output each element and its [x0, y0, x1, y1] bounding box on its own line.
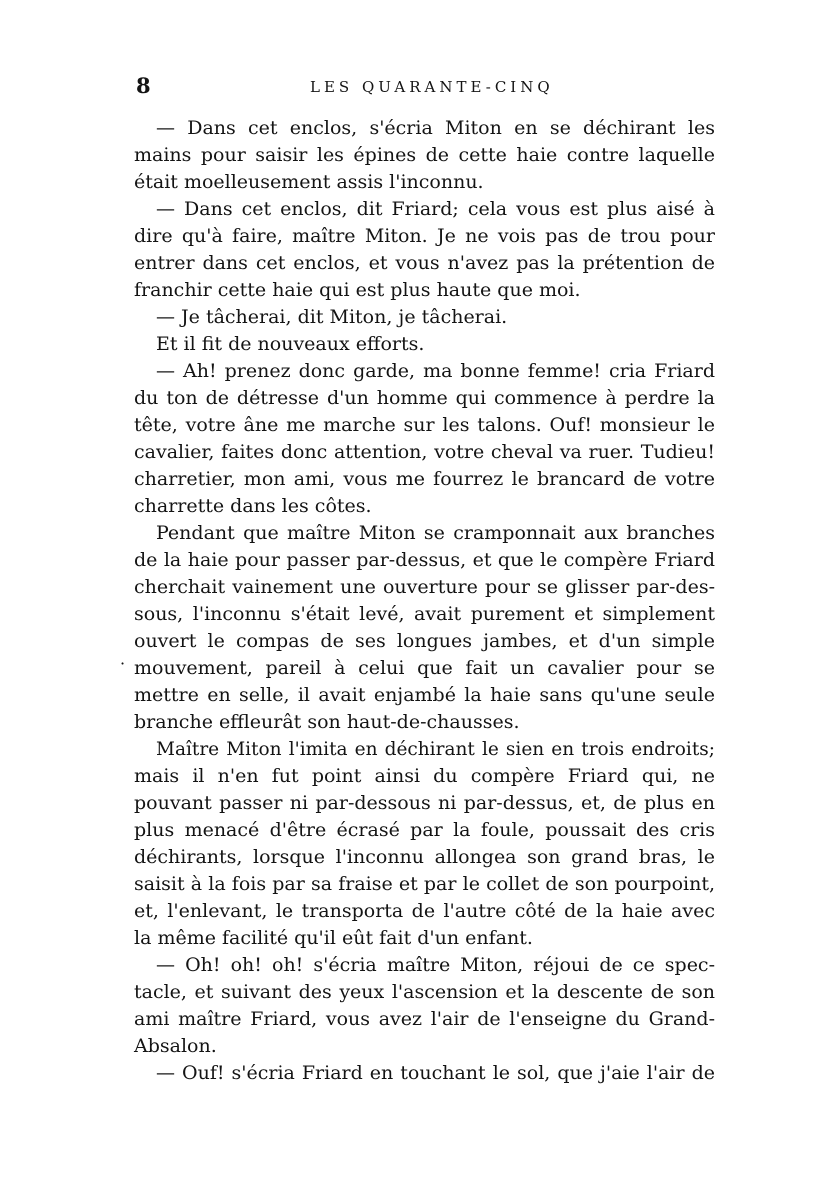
text-line: mais il n'en fut point ainsi du compère Friard qui, ne [134, 765, 715, 787]
text-line: Et il fit de nouveaux efforts. [156, 333, 425, 355]
text-line: déchirants, lorsque l'inconnu allongea son grand bras, le [134, 846, 715, 868]
text-line: mains pour saisir les épines de cette haie contre laquelle [134, 144, 715, 166]
text-line: la même facilité qu'il eût fait d'un enfant. [134, 927, 533, 949]
text-line: Maître Miton l'imita en déchirant le sien en trois endroits; [156, 739, 715, 760]
text-line: — Dans cet enclos, s'écria Miton en se déchirant les [156, 117, 715, 139]
text-line: cavalier, faites donc attention, votre cheval va ruer. Tudieu! [134, 441, 715, 463]
text-line: saisit à la fois par sa fraise et par le collet de son pourpoint, [134, 873, 715, 895]
text-line: Absalon. [134, 1035, 217, 1057]
text-line: entrer dans cet enclos, et vous n'avez pas la prétention de [134, 252, 715, 274]
text-line: — Ouf! s'écria Friard en touchant le sol, que j'aie l'air de [156, 1062, 715, 1084]
text-line: — Je tâcherai, dit Miton, je tâcherai. [156, 306, 508, 328]
running-title: LES QUARANTE-CINQ [310, 78, 554, 96]
text-line: mouvement, pareil à celui que fait un cavalier pour se [134, 657, 715, 679]
text-line: cherchait vainement une ouverture pour se glisser par-des- [134, 576, 715, 598]
text-line: ami maître Friard, vous avez l'air de l'enseigne du Grand- [134, 1008, 715, 1030]
page-number: 8 [136, 73, 151, 98]
text-line: Pendant que maître Miton se cramponnait aux branches [156, 522, 715, 544]
text-line: de la haie pour passer par-dessus, et que le compère Friard [134, 549, 715, 571]
text-line: dire qu'à faire, maître Miton. Je ne vois pas de trou pour [134, 225, 715, 247]
text-line: — Oh! oh! oh! s'écria maître Miton, réjoui de ce spec- [156, 954, 715, 976]
text-line: pouvant passer ni par-dessous ni par-dessus, et, de plus en [134, 792, 715, 814]
margin-mark: · [120, 654, 126, 673]
text-line: sous, l'inconnu s'était levé, avait purement et simplement [134, 603, 715, 625]
text-line: du ton de détresse d'un homme qui commence à perdre la [134, 387, 715, 409]
text-line: ouvert le compas de ses longues jambes, et d'un simple [134, 630, 715, 652]
text-line: franchir cette haie qui est plus haute que moi. [134, 279, 581, 301]
text-line: tacle, et suivant des yeux l'ascension et la descente de son [134, 981, 715, 1003]
text-line: et, l'enlevant, le transporta de l'autre côté de la haie avec [134, 900, 715, 922]
text-line: — Ah! prenez donc garde, ma bonne femme! cria Friard [156, 360, 715, 382]
text-line: plus menacé d'être écrasé par la foule, poussait des cris [134, 819, 715, 841]
text-line: tête, votre âne me marche sur les talons. Ouf! monsieur le [134, 414, 715, 436]
text-line: charretier, mon ami, vous me fourrez le brancard de votre [134, 468, 715, 490]
text-line: charrette dans les côtes. [134, 495, 372, 517]
text-line: était moelleusement assis l'inconnu. [134, 171, 484, 193]
text-line: branche effleurât son haut-de-chausses. [134, 711, 520, 733]
text-line: — Dans cet enclos, dit Friard; cela vous est plus aisé à [156, 198, 715, 220]
text-line: mettre en selle, il avait enjambé la haie sans qu'une seule [134, 684, 715, 706]
